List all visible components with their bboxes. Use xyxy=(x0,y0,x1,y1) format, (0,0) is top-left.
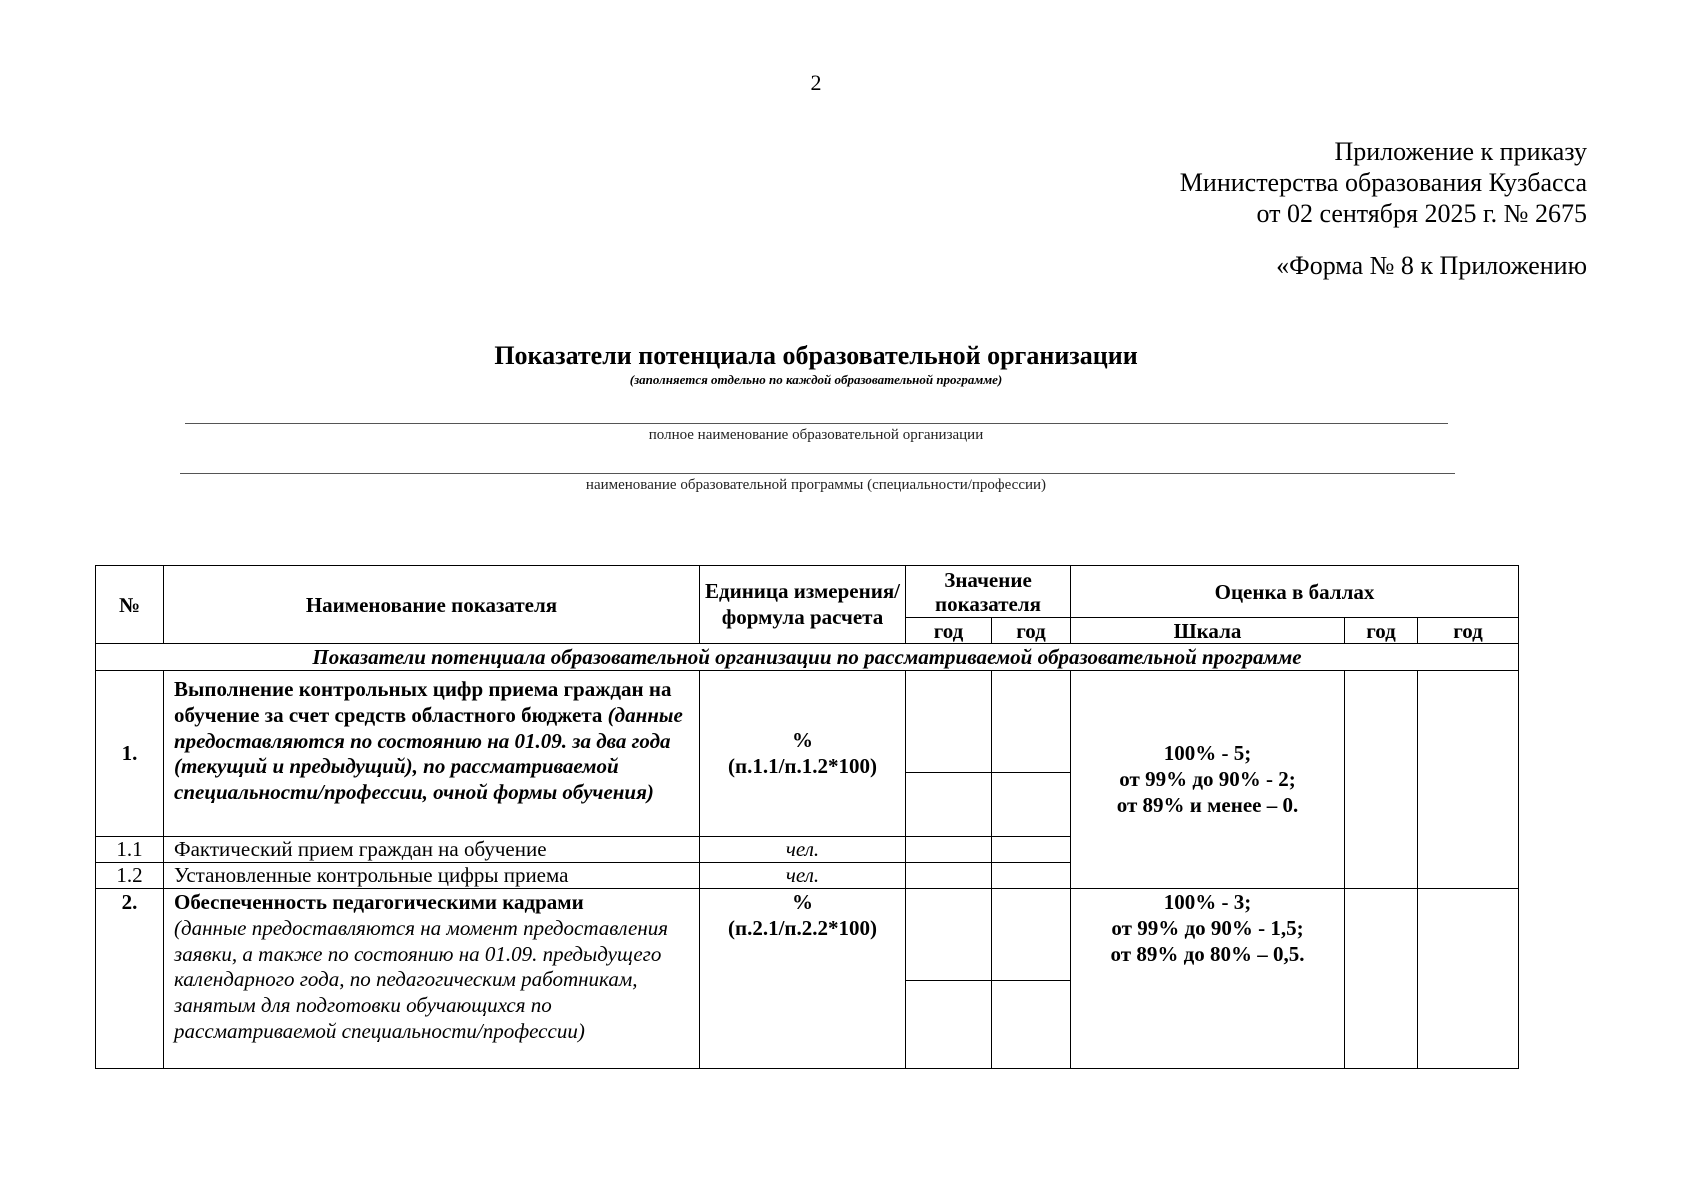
organization-name-line xyxy=(185,423,1448,424)
page-number: 2 xyxy=(810,70,822,95)
row-1-name-note: (данные предоставляются по состоянию на 01.09. за два года (текущий и предыдущий), по рассматриваемой специальности/профессии, очной формы обучения) xyxy=(174,702,683,805)
header-score-year-1: год xyxy=(1345,618,1418,644)
row-1-scale-line-2: от 99% до 90% - 2; xyxy=(1119,766,1296,791)
row-1-2-number: 1.2 xyxy=(96,863,164,889)
row-1-value-year-1[interactable] xyxy=(906,671,992,773)
header-value-year-2: год xyxy=(992,618,1071,644)
approval-line-2: Министерства образования Кузбасса xyxy=(1179,168,1587,197)
row-2-score-year-2[interactable] xyxy=(1418,889,1519,1069)
table-row-2 xyxy=(96,889,1519,981)
header-scale: Шкала xyxy=(1071,618,1345,644)
program-name-line xyxy=(180,473,1455,474)
row-1-1-value-year-1[interactable] xyxy=(906,837,992,863)
row-1-value-year-2[interactable] xyxy=(992,671,1071,773)
row-1-unit xyxy=(700,671,906,837)
row-2-value-year-2-b[interactable] xyxy=(992,981,1071,1069)
row-1-unit-symbol: % xyxy=(792,727,813,752)
row-1-1-value-year-2[interactable] xyxy=(992,837,1071,863)
document-subtitle: (заполняется отдельно по каждой образовательной программе) xyxy=(629,372,1003,387)
header-score-year-2: год xyxy=(1418,618,1519,644)
row-2-scale-line-2: от 99% до 90% - 1,5; xyxy=(1111,915,1304,940)
header-indicator-name: Наименование показателя xyxy=(164,566,700,644)
header-score: Оценка в баллах xyxy=(1071,566,1519,618)
approval-line-1: Приложение к приказу xyxy=(1334,137,1587,166)
indicators-table xyxy=(95,565,1519,1069)
table-row-1 xyxy=(96,671,1519,773)
header-value-year-1: год xyxy=(906,618,992,644)
row-2-name-note: (данные предоставляются на момент предоставления заявки, а также по состоянию на 01.09. предыдущего календарного года, по педагогическим работникам, занятым для подготовки обучающихся по рассматриваемой специальности/профессии) xyxy=(174,915,669,1043)
row-2-value-year-1[interactable] xyxy=(906,889,992,981)
row-2-number: 2. xyxy=(96,889,164,1069)
row-1-2-value-year-2[interactable] xyxy=(992,863,1071,889)
row-2-value-year-2[interactable] xyxy=(992,889,1071,981)
row-2-name-bold: Обеспеченность педагогическими кадрами xyxy=(174,890,584,914)
row-1-1-name: Фактический прием граждан на обучение xyxy=(164,837,700,863)
form-reference: «Форма № 8 к Приложению xyxy=(1276,251,1587,280)
row-2-scale-line-3: от 89% до 80% – 0,5. xyxy=(1110,941,1305,966)
program-name-caption: наименование образовательной программы (специальности/профессии) xyxy=(585,477,1047,493)
row-2-value-year-1-b[interactable] xyxy=(906,981,992,1069)
row-1-score-year-2[interactable] xyxy=(1418,671,1519,889)
row-1-name-bold: Выполнение контрольных цифр приема граждан на обучение за счет средств областного бюджета xyxy=(174,677,672,727)
row-2-unit xyxy=(700,889,906,1069)
section-title: Показатели потенциала образовательной организации по рассматриваемой образовательной программе xyxy=(96,644,1519,671)
header-unit: Единица измерения/ формула расчета xyxy=(700,566,906,644)
row-1-name xyxy=(164,671,700,837)
row-2-scale xyxy=(1071,889,1345,1069)
row-2-score-year-1[interactable] xyxy=(1345,889,1418,1069)
row-1-2-unit: чел. xyxy=(700,863,906,889)
row-1-scale-line-3: от 89% и менее – 0. xyxy=(1116,792,1299,817)
row-1-2-name: Установленные контрольные цифры приема xyxy=(164,863,700,889)
row-1-1-number: 1.1 xyxy=(96,837,164,863)
row-1-scale-line-1: 100% - 5; xyxy=(1163,741,1252,765)
row-1-unit-formula: (п.1.1/п.1.2*100) xyxy=(727,753,878,778)
row-2-scale-line-1: 100% - 3; xyxy=(1163,890,1252,914)
approval-block xyxy=(1180,136,1587,229)
section-row xyxy=(96,644,1519,671)
row-1-scale xyxy=(1071,671,1345,889)
organization-name-caption: полное наименование образовательной организации xyxy=(648,427,984,443)
row-1-score-year-1[interactable] xyxy=(1345,671,1418,889)
header-row-1 xyxy=(96,566,1519,618)
row-2-name xyxy=(164,889,700,1069)
header-number: № xyxy=(96,566,164,644)
row-1-1-unit: чел. xyxy=(700,837,906,863)
row-1-value-year-1-b[interactable] xyxy=(906,773,992,837)
row-2-unit-formula: (п.2.1/п.2.2*100) xyxy=(727,915,878,940)
row-1-2-value-year-1[interactable] xyxy=(906,863,992,889)
header-indicator-value: Значение показателя xyxy=(906,566,1071,618)
document-title: Показатели потенциала образовательной организации xyxy=(494,341,1138,370)
approval-line-3: от 02 сентября 2025 г. № 2675 xyxy=(1256,199,1587,228)
row-1-value-year-2-b[interactable] xyxy=(992,773,1071,837)
row-2-unit-symbol: % xyxy=(792,890,813,914)
row-1-number: 1. xyxy=(96,671,164,837)
